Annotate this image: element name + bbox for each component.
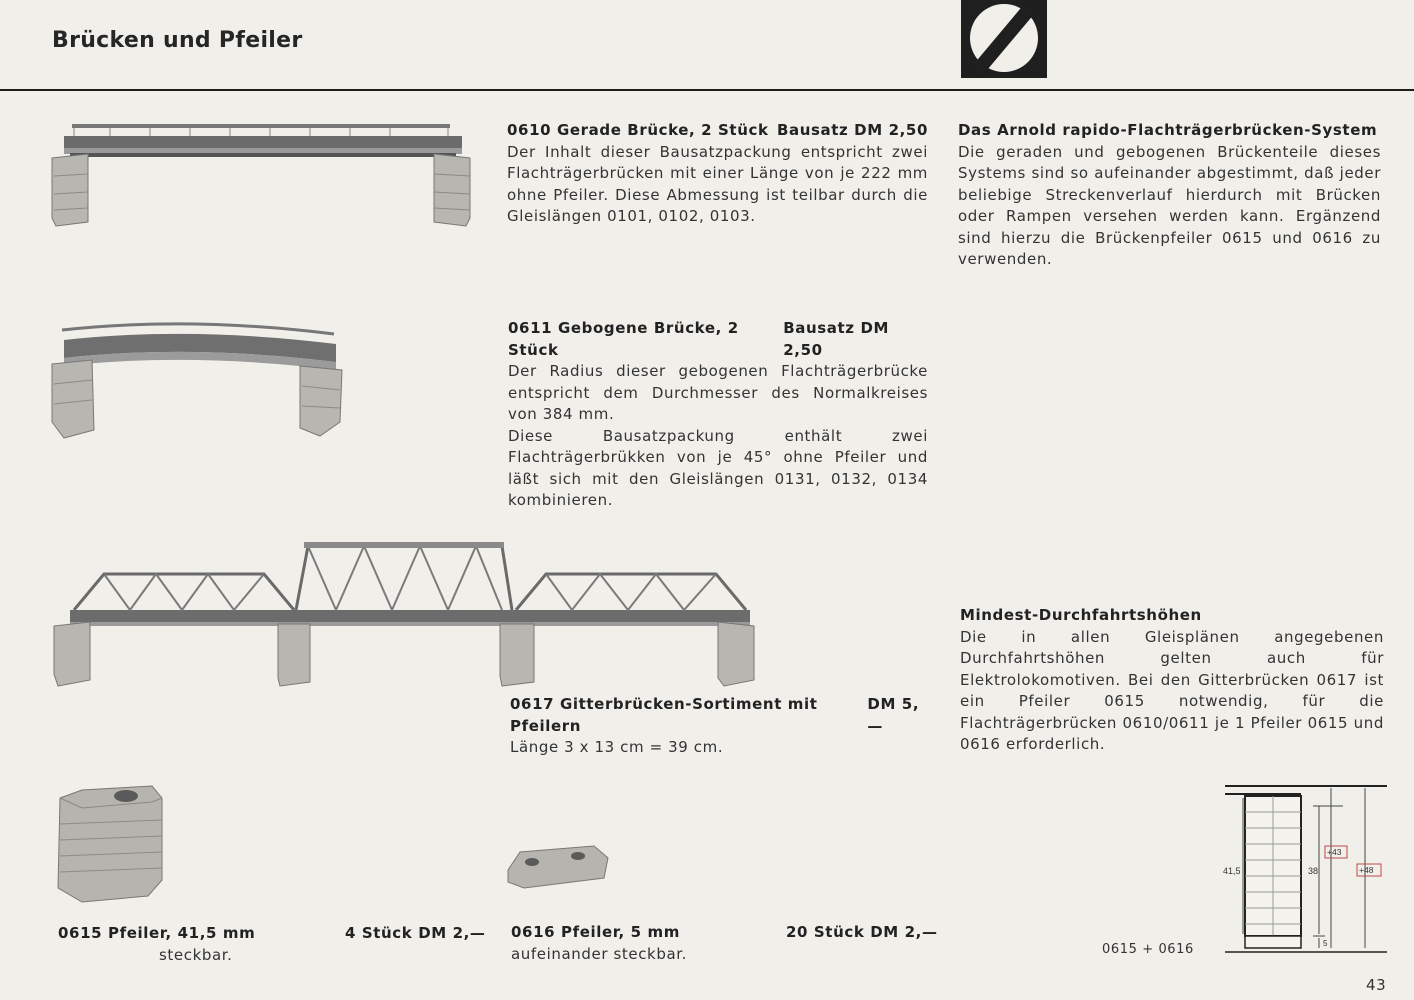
item-0610-body: Der Inhalt dieser Bausatzpackung entspricht zwei Flachträgerbrücken mit einer Länge von je 222 mm ohne Pfeiler. Diese Abmessung ist teilbar durch die Gleislängen 0101, 0102, 0103. — [507, 142, 928, 225]
height-section — [960, 605, 1384, 756]
header-rule — [0, 89, 1414, 91]
curved-bridge-image — [50, 318, 346, 442]
item-0617-heading: 0617 Gitterbrücken-Sortiment mit Pfeilern — [510, 695, 818, 735]
item-0615-heading: 0615 Pfeiler, 41,5 mm — [58, 924, 256, 942]
system-section — [958, 120, 1381, 271]
truss-bridge-image — [50, 538, 760, 690]
item-0611-heading: 0611 Gebogene Brücke, 2 Stück — [508, 319, 739, 359]
height-body: Die in allen Gleisplänen angegebenen Durchfahrtshöhen gelten auch für Elektrolokomotiven. Bei den Gitterbrücken 0617 ist ein Pfeiler 0615 notwendig, für die Flachträgerbrücken 0610/0611 je 1 Pfeiler 0615 und 0616 erforderlich. — [960, 627, 1384, 753]
item-0616-heading: 0616 Pfeiler, 5 mm — [511, 923, 680, 941]
item-0610-heading: 0610 Gerade Brücke, 2 Stück — [507, 121, 769, 139]
system-body: Die geraden und gebogenen Brückenteile dieses Systems sind so aufeinander abgestimmt, daß jeder beliebige Streckenverlauf hierdurch mit Brücken oder Rampen versehen werden kann. Ergänzend sind hierzu die Brückenpfeiler 0615 und 0616 zu verwenden. — [958, 142, 1381, 268]
pier-0616-image — [504, 842, 614, 892]
item-0611-price: Bausatz DM 2,50 — [783, 319, 890, 359]
dim-41-5: 41,5 — [1223, 866, 1241, 876]
dim-48: +48 — [1359, 865, 1374, 875]
item-0617-body: Länge 3 x 13 cm = 39 cm. — [510, 738, 724, 756]
item-0611 — [508, 318, 928, 512]
page-title: Brücken und Pfeiler — [52, 28, 303, 53]
arnold-logo — [961, 0, 1047, 78]
item-0610 — [507, 120, 928, 228]
system-heading: Das Arnold rapido-Flachträgerbrücken-System — [958, 121, 1378, 139]
height-heading: Mindest-Durchfahrtshöhen — [960, 606, 1202, 624]
item-0611-header — [508, 318, 928, 361]
dim-38: 38 — [1308, 866, 1319, 876]
item-0616-price: 20 Stück DM 2,— — [786, 923, 938, 941]
straight-bridge-image — [50, 118, 476, 230]
dim-43: +43 — [1327, 847, 1342, 857]
diagram-caption: 0615 + 0616 — [1102, 942, 1194, 957]
item-0610-price: Bausatz DM 2,50 — [776, 121, 928, 139]
page-number: 43 — [1366, 976, 1387, 994]
item-0610-header — [507, 120, 928, 142]
pier-height-diagram — [1215, 782, 1395, 968]
item-0617-price: DM 5,— — [867, 695, 920, 735]
item-0615-body: steckbar. — [159, 946, 233, 964]
item-0615-price: 4 Stück DM 2,— — [345, 924, 486, 942]
item-0616-body: aufeinander steckbar. — [511, 945, 687, 963]
item-0617 — [510, 694, 930, 759]
item-0611-body-2: Diese Bausatzpackung enthält zwei Flachträgerbrükken von je 45° ohne Pfeiler und läßt sich mit den Gleislängen 0131, 0132, 0134 kombinieren. — [508, 426, 928, 509]
item-0611-body-1: Der Radius dieser gebogenen Flachträgerbrücke entspricht dem Durchmesser des Normalkreises von 384 mm. — [508, 362, 928, 423]
dim-5: 5 — [1323, 939, 1328, 948]
item-0617-header — [510, 694, 930, 737]
pier-0615-image — [52, 784, 168, 908]
